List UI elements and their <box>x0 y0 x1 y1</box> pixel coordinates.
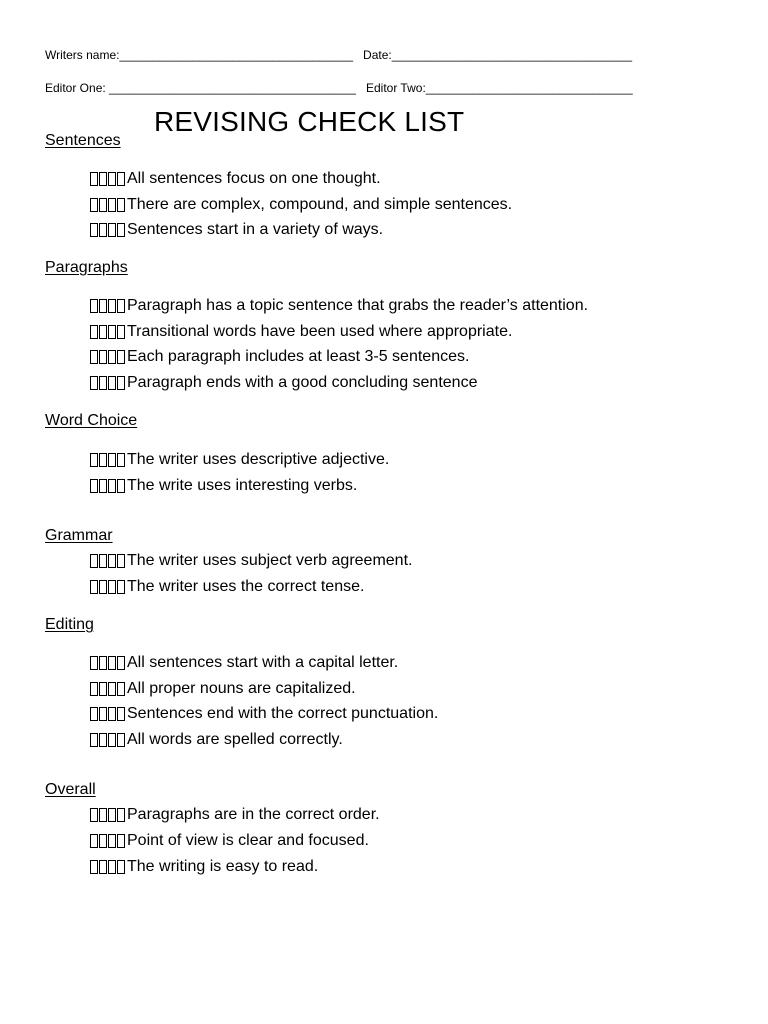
section-heading-sentences: Sentences <box>45 132 121 149</box>
checklist-item-label: All proper nouns are capitalized. <box>127 680 356 697</box>
checkbox-group[interactable] <box>90 834 126 848</box>
checkbox-icon[interactable] <box>108 554 116 568</box>
checklist-item[interactable] <box>90 373 477 393</box>
checkbox-icon[interactable] <box>108 350 116 364</box>
checkbox-icon[interactable] <box>108 172 116 186</box>
checkbox-icon[interactable] <box>90 325 98 339</box>
checkbox-icon[interactable] <box>117 707 125 721</box>
checkbox-group[interactable] <box>90 299 126 313</box>
checkbox-icon[interactable] <box>99 834 107 848</box>
checklist-item[interactable] <box>90 169 381 189</box>
checklist-item-label: Paragraph has a topic sentence that grabs the reader’s attention. <box>127 297 589 314</box>
writers-name-field[interactable]: Writers name:___________________________________ <box>45 48 354 62</box>
checkbox-icon[interactable] <box>99 223 107 237</box>
checkbox-icon[interactable] <box>117 580 125 594</box>
checkbox-icon[interactable] <box>117 554 125 568</box>
checklist-item-label: Paragraphs are in the correct order. <box>127 806 380 823</box>
checkbox-icon[interactable] <box>117 733 125 747</box>
checklist-item-label: Sentences end with the correct punctuation. <box>127 705 439 722</box>
checkbox-group[interactable] <box>90 580 126 594</box>
editors-line <box>45 81 633 95</box>
checkbox-icon[interactable] <box>99 376 107 390</box>
checklist-item[interactable] <box>90 679 356 699</box>
checkbox-icon[interactable] <box>117 479 125 493</box>
checkbox-icon[interactable] <box>117 656 125 670</box>
editor-one-field[interactable]: Editor One: _____________________________________ <box>45 81 356 95</box>
checkbox-icon[interactable] <box>99 198 107 212</box>
checkbox-icon[interactable] <box>90 223 98 237</box>
checkbox-icon[interactable] <box>99 299 107 313</box>
checklist-item[interactable] <box>90 195 512 215</box>
checklist-item[interactable] <box>90 831 369 851</box>
checklist-item-label: Paragraph ends with a good concluding sentence <box>127 374 478 391</box>
checkbox-icon[interactable] <box>108 834 116 848</box>
checkbox-group[interactable] <box>90 860 126 874</box>
checklist-item[interactable] <box>90 450 389 470</box>
checkbox-icon[interactable] <box>99 707 107 721</box>
checklist-item-label: The writer uses the correct tense. <box>127 578 365 595</box>
checkbox-icon[interactable] <box>117 325 125 339</box>
editor-two-field[interactable]: Editor Two:_______________________________ <box>365 81 633 95</box>
checklist-item-label: All words are spelled correctly. <box>127 731 343 748</box>
checkbox-icon[interactable] <box>108 682 116 696</box>
checkbox-icon[interactable] <box>108 733 116 747</box>
checkbox-icon[interactable] <box>90 860 98 874</box>
checkbox-group[interactable] <box>90 223 126 237</box>
checkbox-icon[interactable] <box>117 682 125 696</box>
checklist-item-label: Each paragraph includes at least 3-5 sentences. <box>127 348 470 365</box>
checkbox-icon[interactable] <box>90 299 98 313</box>
checkbox-icon[interactable] <box>90 580 98 594</box>
checkbox-icon[interactable] <box>117 223 125 237</box>
checkbox-icon[interactable] <box>99 656 107 670</box>
checkbox-icon[interactable] <box>99 479 107 493</box>
checklist-item[interactable] <box>90 347 469 367</box>
checklist-item[interactable] <box>90 653 398 673</box>
checkbox-icon[interactable] <box>108 479 116 493</box>
checklist-item-label: All sentences start with a capital letter. <box>127 654 399 671</box>
checkbox-icon[interactable] <box>117 376 125 390</box>
checklist-item-label: The writer uses subject verb agreement. <box>127 552 413 569</box>
checkbox-group[interactable] <box>90 707 126 721</box>
checkbox-icon[interactable] <box>90 479 98 493</box>
checkbox-icon[interactable] <box>90 376 98 390</box>
checklist-item-label: Sentences start in a variety of ways. <box>127 221 384 238</box>
checkbox-icon[interactable] <box>117 860 125 874</box>
checkbox-icon[interactable] <box>90 453 98 467</box>
checkbox-icon[interactable] <box>99 860 107 874</box>
checklist-item[interactable] <box>90 805 380 825</box>
page-title: REVISING CHECK LIST <box>154 106 465 137</box>
section-heading-overall: Overall <box>45 781 96 798</box>
checklist-item[interactable] <box>90 857 318 877</box>
checkbox-icon[interactable] <box>117 350 125 364</box>
checkbox-icon[interactable] <box>117 808 125 822</box>
checkbox-icon[interactable] <box>90 350 98 364</box>
checkbox-icon[interactable] <box>108 223 116 237</box>
checkbox-icon[interactable] <box>99 554 107 568</box>
checkbox-icon[interactable] <box>108 656 116 670</box>
checklist-item[interactable] <box>90 730 343 750</box>
checklist-item[interactable] <box>90 704 438 724</box>
checklist-item-label: The writing is easy to read. <box>127 858 319 875</box>
checklist-item[interactable] <box>90 476 357 496</box>
checkbox-icon[interactable] <box>99 453 107 467</box>
checkbox-icon[interactable] <box>117 834 125 848</box>
checkbox-icon[interactable] <box>108 808 116 822</box>
checklist-item-label: The writer uses descriptive adjective. <box>127 451 390 468</box>
checklist-item[interactable] <box>90 220 383 240</box>
checkbox-icon[interactable] <box>90 172 98 186</box>
checkbox-icon[interactable] <box>99 808 107 822</box>
checklist-item-label: All sentences focus on one thought. <box>127 170 381 187</box>
checklist-item-label: Transitional words have been used where appropriate. <box>127 323 513 340</box>
writer-date-line <box>45 48 632 62</box>
section-heading-word-choice: Word Choice <box>45 412 138 429</box>
checkbox-icon[interactable] <box>90 198 98 212</box>
checkbox-icon[interactable] <box>108 299 116 313</box>
section-heading-editing: Editing <box>45 616 94 633</box>
checklist-item[interactable] <box>90 296 588 316</box>
section-heading-paragraphs: Paragraphs <box>45 259 128 276</box>
checklist-item-label: Point of view is clear and focused. <box>127 832 369 849</box>
checkbox-group[interactable] <box>90 453 126 467</box>
checkbox-group[interactable] <box>90 656 126 670</box>
checkbox-group[interactable] <box>90 682 126 696</box>
checkbox-icon[interactable] <box>90 834 98 848</box>
checkbox-group[interactable] <box>90 198 126 212</box>
checkbox-icon[interactable] <box>90 656 98 670</box>
checkbox-icon[interactable] <box>108 376 116 390</box>
checkbox-icon[interactable] <box>108 580 116 594</box>
checkbox-icon[interactable] <box>90 733 98 747</box>
checkbox-icon[interactable] <box>108 860 116 874</box>
checklist-item-label: The write uses interesting verbs. <box>127 477 358 494</box>
checkbox-group[interactable] <box>90 376 126 390</box>
checkbox-icon[interactable] <box>117 172 125 186</box>
checkbox-icon[interactable] <box>99 733 107 747</box>
checkbox-icon[interactable] <box>108 453 116 467</box>
checkbox-group[interactable] <box>90 808 126 822</box>
checklist-item[interactable] <box>90 577 364 597</box>
checkbox-icon[interactable] <box>99 682 107 696</box>
checklist-item[interactable] <box>90 551 412 571</box>
checklist-item[interactable] <box>90 322 512 342</box>
checkbox-icon[interactable] <box>99 350 107 364</box>
checkbox-group[interactable] <box>90 325 126 339</box>
checkbox-icon[interactable] <box>90 808 98 822</box>
checkbox-group[interactable] <box>90 479 126 493</box>
checklist-item-label: There are complex, compound, and simple sentences. <box>127 196 513 213</box>
checkbox-group[interactable] <box>90 350 126 364</box>
checkbox-icon[interactable] <box>117 198 125 212</box>
checkbox-icon[interactable] <box>108 325 116 339</box>
checkbox-group[interactable] <box>90 733 126 747</box>
checkbox-icon[interactable] <box>90 554 98 568</box>
checkbox-icon[interactable] <box>90 707 98 721</box>
checkbox-icon[interactable] <box>117 299 125 313</box>
checkbox-group[interactable] <box>90 172 126 186</box>
checkbox-icon[interactable] <box>117 453 125 467</box>
checkbox-icon[interactable] <box>99 580 107 594</box>
section-heading-grammar: Grammar <box>45 527 113 544</box>
checkbox-icon[interactable] <box>90 682 98 696</box>
checkbox-icon[interactable] <box>108 198 116 212</box>
date-field[interactable]: Date:____________________________________ <box>363 48 632 62</box>
checkbox-group[interactable] <box>90 554 126 568</box>
checkbox-icon[interactable] <box>99 325 107 339</box>
checkbox-icon[interactable] <box>99 172 107 186</box>
checkbox-icon[interactable] <box>108 707 116 721</box>
